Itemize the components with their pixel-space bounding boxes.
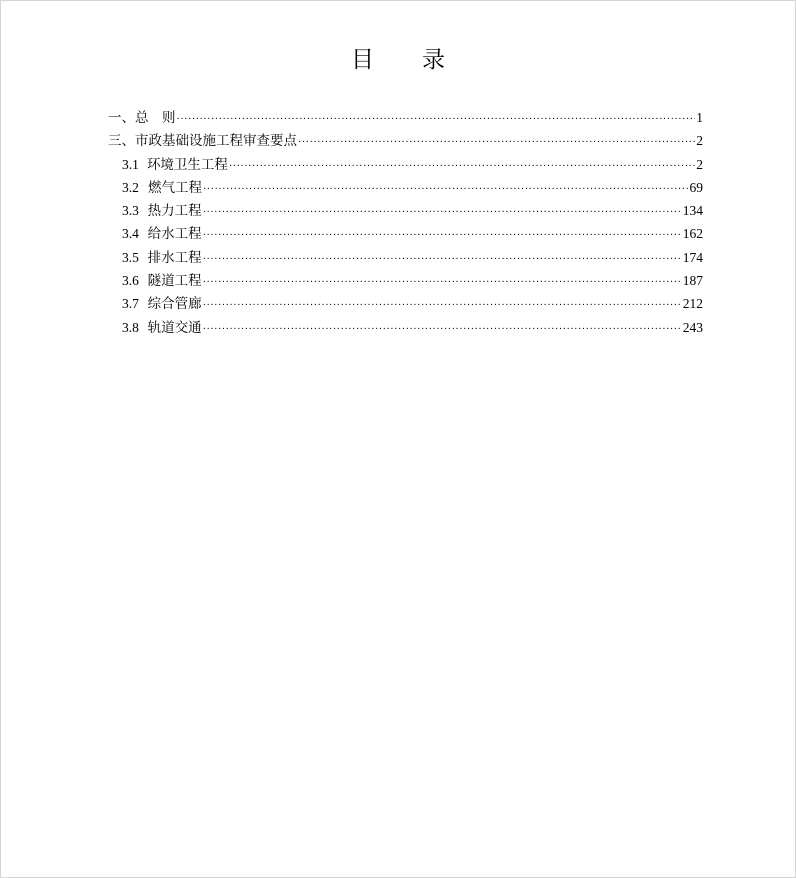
toc-entry-3-2[interactable] [108, 176, 703, 199]
toc-section-number: 3.5 [122, 249, 139, 265]
toc-entry-3-7[interactable] [108, 292, 703, 315]
toc-leader [203, 318, 682, 341]
toc-section-number: 3.3 [122, 203, 139, 219]
toc-page-number: 174 [682, 249, 703, 265]
toc-page-number: 187 [682, 273, 703, 289]
toc-leader [203, 178, 689, 201]
toc-page-number: 2 [696, 133, 703, 149]
toc-page-number: 2 [696, 156, 703, 172]
toc-label: 排水工程 [147, 249, 202, 266]
toc-leader [203, 201, 682, 224]
toc-entry-3-3[interactable] [108, 199, 703, 222]
toc-label: 隧道工程 [147, 273, 202, 290]
toc-label: 环境卫生工程 [146, 156, 228, 173]
toc-label: 给水工程 [147, 226, 202, 243]
toc-entry-municipal[interactable] [108, 129, 703, 152]
toc-section-number: 3.4 [122, 226, 139, 242]
toc-section-number: 3.6 [122, 273, 139, 289]
toc-page-number: 162 [682, 226, 703, 242]
toc-leader [203, 271, 682, 294]
toc-entry-3-8[interactable] [108, 316, 703, 339]
toc-leader [203, 248, 682, 271]
title-char-1: 目 [351, 47, 374, 73]
toc-leader [298, 131, 695, 154]
toc-label: 三、市政基础设施工程审查要点 [108, 133, 297, 150]
toc-entry-3-6[interactable] [108, 269, 703, 292]
toc-leader [229, 155, 695, 178]
toc-leader [203, 224, 682, 247]
toc-leader [177, 108, 696, 131]
toc-page-number: 1 [696, 110, 703, 125]
toc-entry-3-4[interactable] [108, 222, 703, 245]
toc-section-number: 3.1 [122, 156, 139, 172]
toc-page-number: 212 [682, 296, 703, 312]
toc-entry-3-1[interactable] [108, 153, 703, 176]
toc-page-number: 243 [682, 319, 703, 335]
page-title [0, 44, 796, 76]
toc-entry-general[interactable] [108, 106, 703, 129]
toc-label: 热力工程 [147, 203, 202, 220]
table-of-contents [108, 106, 703, 339]
toc-entry-3-5[interactable] [108, 246, 703, 269]
toc-section-number: 3.2 [122, 179, 139, 195]
toc-label: 轨道交通 [147, 319, 202, 336]
toc-label: 综合管廊 [147, 296, 202, 313]
toc-label: 燃气工程 [147, 179, 202, 196]
toc-label: 一、总 则 [108, 110, 176, 126]
toc-page-number: 69 [689, 179, 703, 195]
toc-section-number: 3.8 [122, 319, 139, 335]
toc-leader [203, 294, 682, 317]
toc-section-number: 3.7 [122, 296, 139, 312]
title-char-2: 录 [422, 47, 445, 73]
toc-page-number: 134 [682, 203, 703, 219]
